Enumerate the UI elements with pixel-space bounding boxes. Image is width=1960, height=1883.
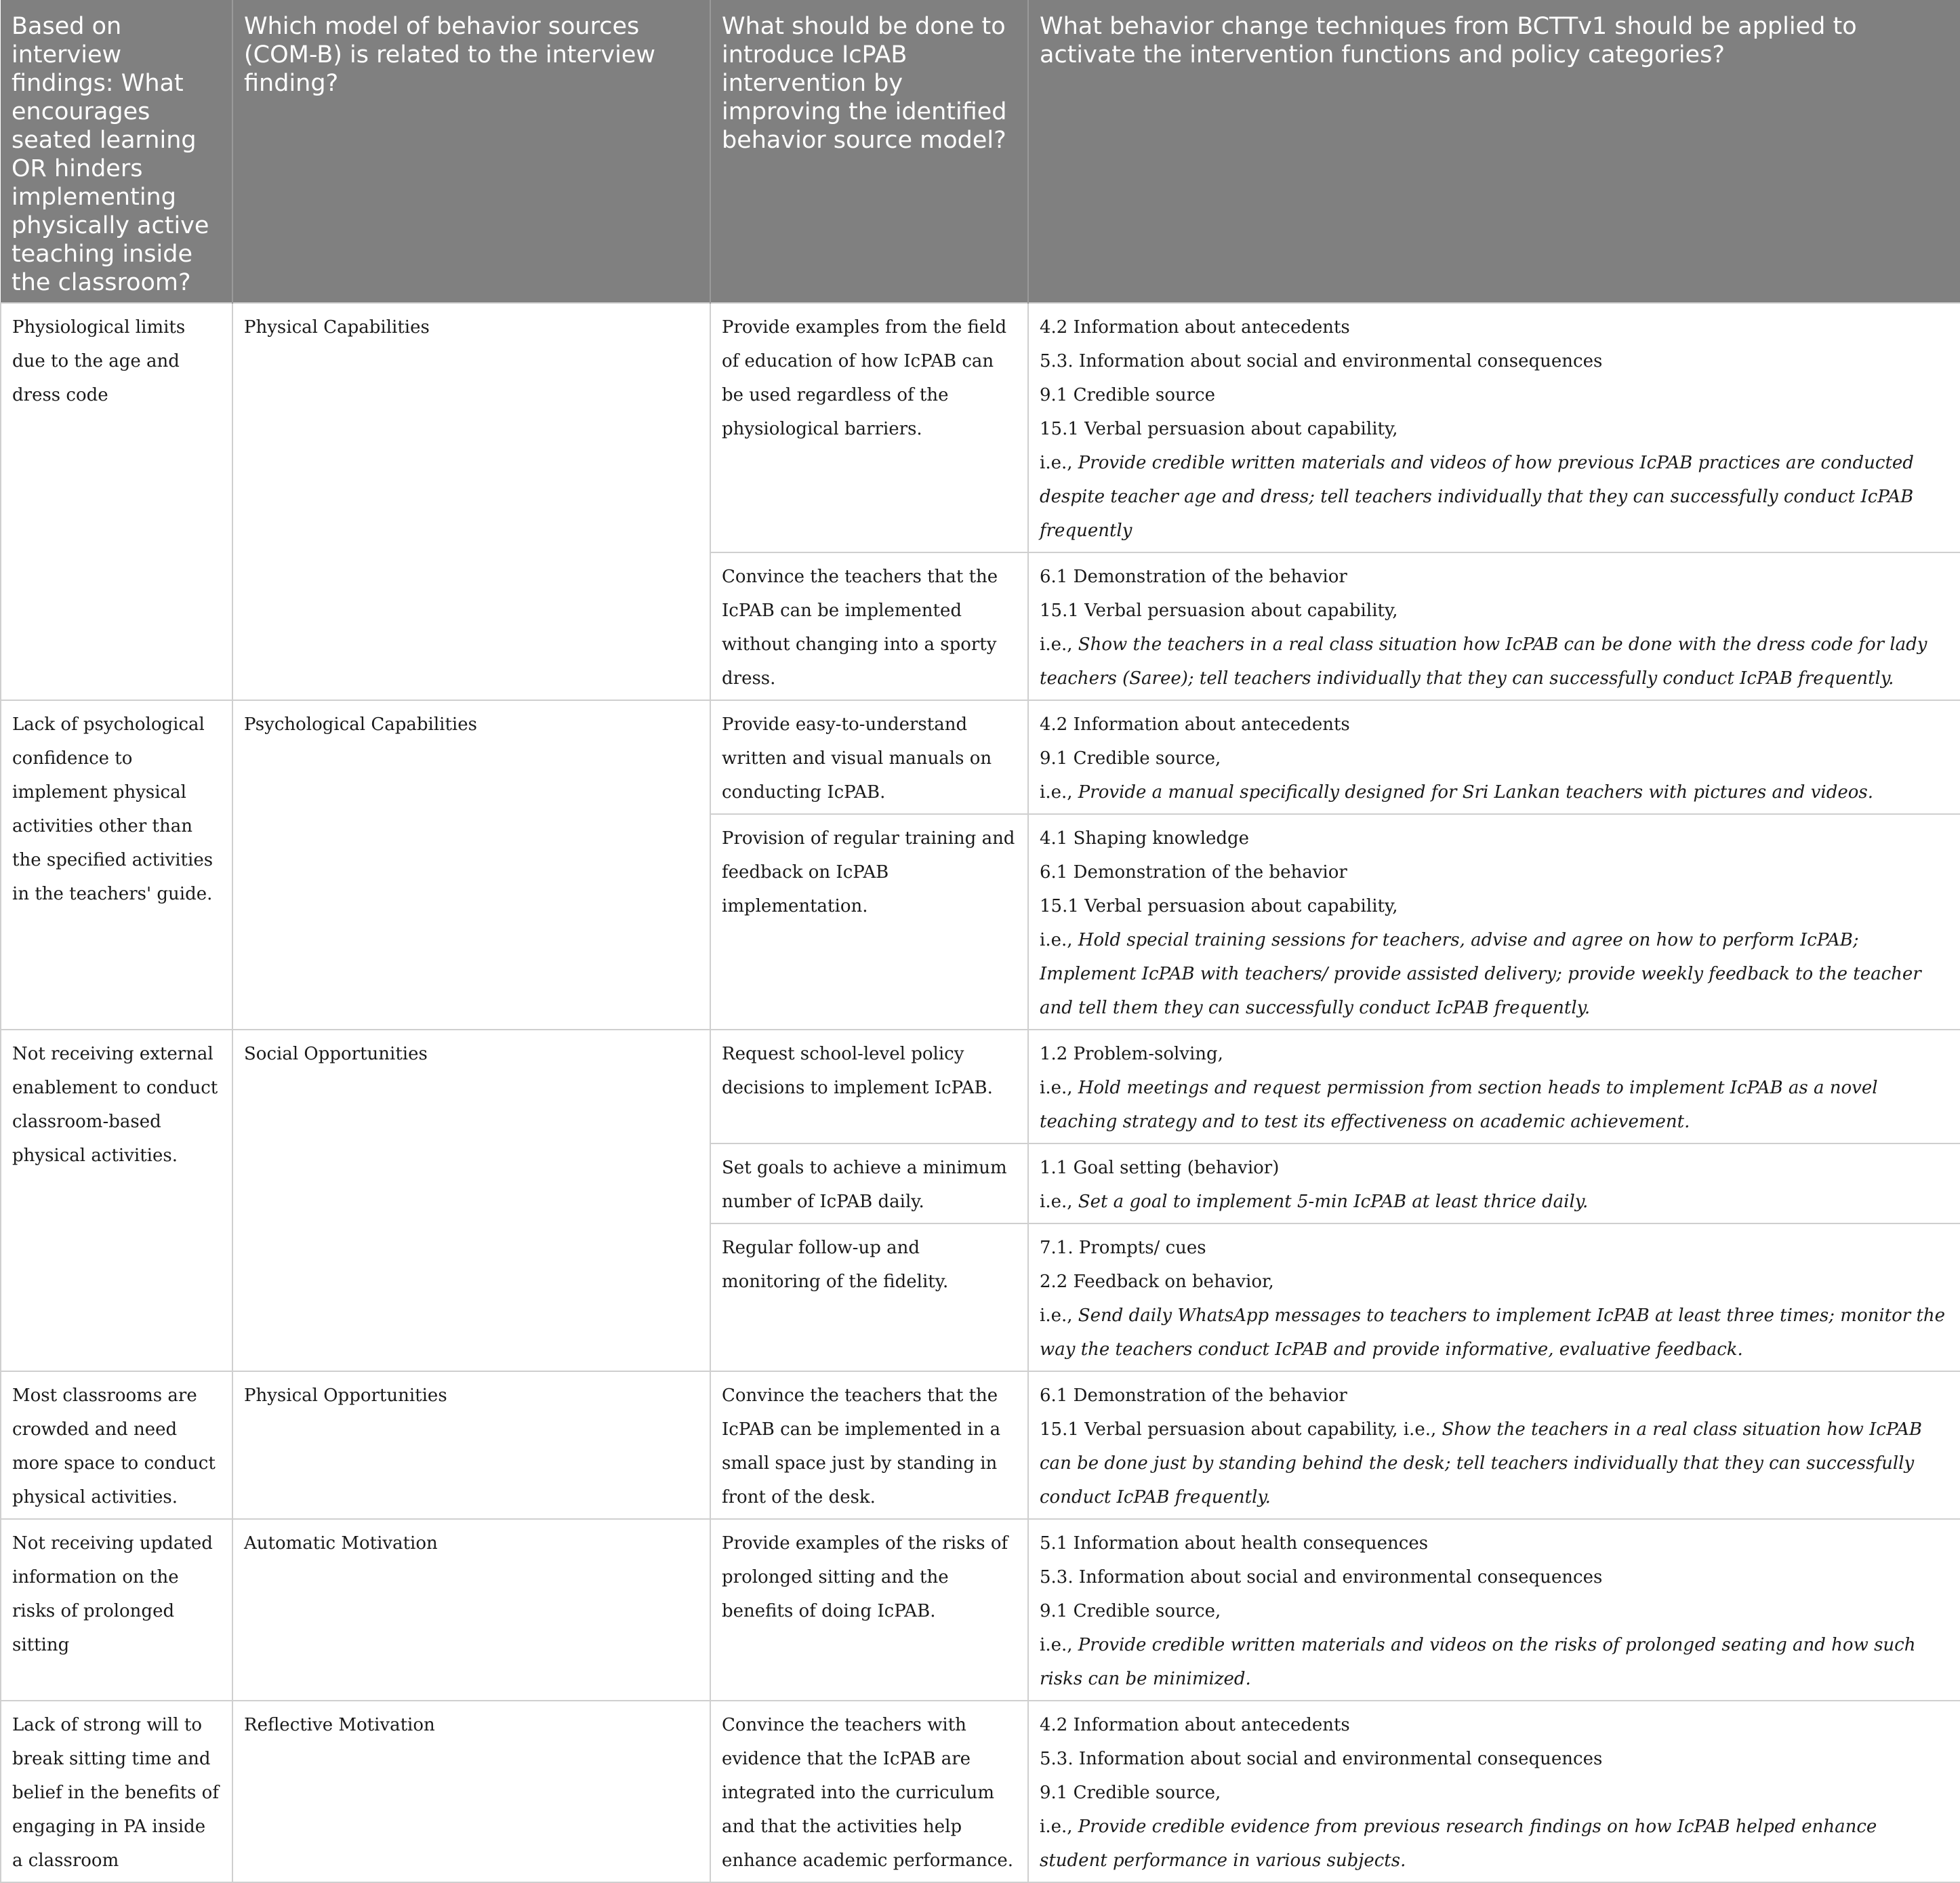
example-prefix: i.e.,	[1403, 1419, 1442, 1440]
technique-line: 9.1 Credible source,	[1040, 1783, 1221, 1803]
cell-action: Provide examples of the risks of prolonged sitting and the benefits of doing IcPAB.	[710, 1519, 1028, 1701]
table-header-row	[1, 0, 1960, 303]
cell-com-b-source: Physical Capabilities	[232, 303, 710, 700]
technique-line: 9.1 Credible source	[1040, 385, 1216, 405]
cell-com-b-source: Automatic Motivation	[232, 1519, 710, 1701]
technique-line: 2.2 Feedback on behavior,	[1040, 1272, 1274, 1292]
cell-techniques	[1028, 1519, 1960, 1701]
cell-finding: Not receiving updated information on the risks of prolonged sitting	[1, 1519, 232, 1701]
cell-finding: Physiological limits due to the age and dress code	[1, 303, 232, 700]
cell-action: Regular follow-up and monitoring of the fidelity.	[710, 1223, 1028, 1371]
technique-line: 4.2 Information about antecedents	[1040, 317, 1350, 338]
example-line	[1040, 446, 1949, 548]
cell-action: Convince the teachers with evidence that the IcPAB are integrated into the curriculum and that the activities help enhance academic performance.	[710, 1701, 1028, 1882]
example-line	[1040, 923, 1949, 1025]
cell-com-b-source: Psychological Capabilities	[232, 700, 710, 1030]
example-text: Send daily WhatsApp messages to teachers to implement IcPAB at least three times; monitor the way the teachers conduct IcPAB and provide informative, evaluative feedback.	[1040, 1305, 1946, 1360]
cell-techniques	[1028, 1030, 1960, 1143]
table-row	[1, 1701, 1960, 1882]
cell-action: Convince the teachers that the IcPAB can be implemented in a small space just by standing in front of the desk.	[710, 1371, 1028, 1519]
cell-techniques	[1028, 1701, 1960, 1882]
cell-techniques	[1028, 1371, 1960, 1519]
table-row	[1, 1371, 1960, 1519]
technique-line: 6.1 Demonstration of the behavior	[1040, 567, 1347, 587]
example-line	[1040, 775, 1949, 809]
cell-com-b-source: Physical Opportunities	[232, 1371, 710, 1519]
technique-line: 6.1 Demonstration of the behavior	[1040, 1385, 1347, 1406]
cell-action: Convince the teachers that the IcPAB can be implemented without changing into a sporty dress.	[710, 552, 1028, 700]
table-row	[1, 303, 1960, 552]
cell-techniques	[1028, 814, 1960, 1030]
cell-action: Provide examples from the field of education of how IcPAB can be used regardless of the physiological barriers.	[710, 303, 1028, 552]
technique-line: 7.1. Prompts/ cues	[1040, 1238, 1206, 1258]
technique-line: 1.1 Goal setting (behavior)	[1040, 1158, 1280, 1178]
example-prefix: i.e.,	[1040, 1817, 1078, 1837]
example-text: Provide credible evidence from previous research findings on how IcPAB helped enhance student performance in various subjects.	[1040, 1817, 1877, 1871]
header-bct-techniques: What behavior change techniques from BCTTv1 should be applied to activate the intervention functions and policy categories?	[1028, 0, 1960, 303]
technique-line: 4.1 Shaping knowledge	[1040, 828, 1250, 849]
cell-techniques	[1028, 1143, 1960, 1223]
example-text: Provide a manual specifically designed for Sri Lankan teachers with pictures and videos.	[1078, 782, 1873, 803]
cell-action: Provision of regular training and feedback on IcPAB implementation.	[710, 814, 1028, 1030]
example-prefix: i.e.,	[1040, 1635, 1078, 1655]
example-text: Hold special training sessions for teachers, advise and agree on how to perform IcPAB; Implement IcPAB with teachers/ provide assisted delivery; provide weekly feedback to the teacher and tell them they can successfully conduct IcPAB frequently.	[1040, 930, 1921, 1018]
example-prefix: i.e.,	[1040, 453, 1078, 473]
cell-action: Request school-level policy decisions to implement IcPAB.	[710, 1030, 1028, 1143]
technique-line: 5.3. Information about social and environmental consequences	[1040, 1749, 1603, 1769]
example-line	[1040, 1810, 1949, 1878]
technique-line: 4.2 Information about antecedents	[1040, 714, 1350, 735]
cell-techniques	[1028, 552, 1960, 700]
example-text: Show the teachers in a real class situation how IcPAB can be done just by standing behind the desk; tell teachers individually that they can successfully conduct IcPAB frequently.	[1040, 1419, 1922, 1507]
example-text: Provide credible written materials and videos of how previous IcPAB practices are conducted despite teacher age and dress; tell teachers individually that they can successfully conduct IcPAB frequently	[1040, 453, 1914, 541]
example-line	[1040, 1299, 1949, 1366]
example-line	[1040, 1413, 1949, 1514]
cell-finding: Most classrooms are crowded and need more space to conduct physical activities.	[1, 1371, 232, 1519]
example-prefix: i.e.,	[1040, 782, 1078, 803]
technique-line: 9.1 Credible source,	[1040, 748, 1221, 769]
technique-line: 1.2 Problem-solving,	[1040, 1044, 1223, 1064]
example-text: Show the teachers in a real class situation how IcPAB can be done with the dress code for lady teachers (Saree); tell teachers individually that they can successfully conduct IcPAB frequently.	[1040, 634, 1927, 689]
example-prefix: i.e.,	[1040, 1192, 1078, 1212]
technique-line: 5.3. Information about social and environmental consequences	[1040, 1567, 1603, 1587]
technique-line: 5.1 Information about health consequences	[1040, 1533, 1429, 1554]
cell-finding: Not receiving external enablement to conduct classroom-based physical activities.	[1, 1030, 232, 1371]
example-text: Set a goal to implement 5-min IcPAB at least thrice daily.	[1078, 1192, 1589, 1212]
example-line	[1040, 1071, 1949, 1139]
table-row	[1, 1519, 1960, 1701]
technique-line: 4.2 Information about antecedents	[1040, 1715, 1350, 1735]
technique-line: 6.1 Demonstration of the behavior	[1040, 862, 1347, 883]
example-line	[1040, 1628, 1949, 1696]
example-text: Hold meetings and request permission from section heads to implement IcPAB as a novel teaching strategy and to test its effectiveness on academic achievement.	[1040, 1078, 1878, 1132]
example-prefix: i.e.,	[1040, 1305, 1078, 1326]
cell-techniques	[1028, 700, 1960, 814]
cell-finding: Lack of strong will to break sitting time and belief in the benefits of engaging in PA inside a classroom	[1, 1701, 232, 1882]
example-prefix: i.e.,	[1040, 1078, 1078, 1098]
example-line	[1040, 1185, 1949, 1219]
technique-line: 5.3. Information about social and environmental consequences	[1040, 351, 1603, 371]
header-interview-findings: Based on interview findings: What encourages seated learning OR hinders implementing physically active teaching inside the classroom?	[1, 0, 232, 303]
table-body	[1, 303, 1960, 1882]
cell-techniques	[1028, 303, 1960, 552]
inline-technique: 15.1 Verbal persuasion about capability,	[1040, 1419, 1404, 1440]
technique-line: 9.1 Credible source,	[1040, 1601, 1221, 1621]
header-intervention-action: What should be done to introduce IcPAB intervention by improving the identified behavior source model?	[710, 0, 1028, 303]
header-com-b-source: Which model of behavior sources (COM-B) is related to the interview finding?	[232, 0, 710, 303]
cell-com-b-source: Social Opportunities	[232, 1030, 710, 1371]
cell-action: Provide easy-to-understand written and visual manuals on conducting IcPAB.	[710, 700, 1028, 814]
example-prefix: i.e.,	[1040, 634, 1078, 655]
example-prefix: i.e.,	[1040, 930, 1078, 950]
cell-finding: Lack of psychological confidence to implement physical activities other than the specified activities in the teachers' guide.	[1, 700, 232, 1030]
technique-line: 15.1 Verbal persuasion about capability,	[1040, 601, 1398, 621]
technique-line: 15.1 Verbal persuasion about capability,	[1040, 419, 1398, 439]
cell-com-b-source: Reflective Motivation	[232, 1701, 710, 1882]
technique-line: 15.1 Verbal persuasion about capability,	[1040, 896, 1398, 916]
table-row	[1, 700, 1960, 814]
example-line	[1040, 628, 1949, 695]
example-text: Provide credible written materials and videos on the risks of prolonged seating and how such risks can be minimized.	[1040, 1635, 1916, 1689]
cell-techniques	[1028, 1223, 1960, 1371]
table-row	[1, 1030, 1960, 1143]
cell-action: Set goals to achieve a minimum number of IcPAB daily.	[710, 1143, 1028, 1223]
